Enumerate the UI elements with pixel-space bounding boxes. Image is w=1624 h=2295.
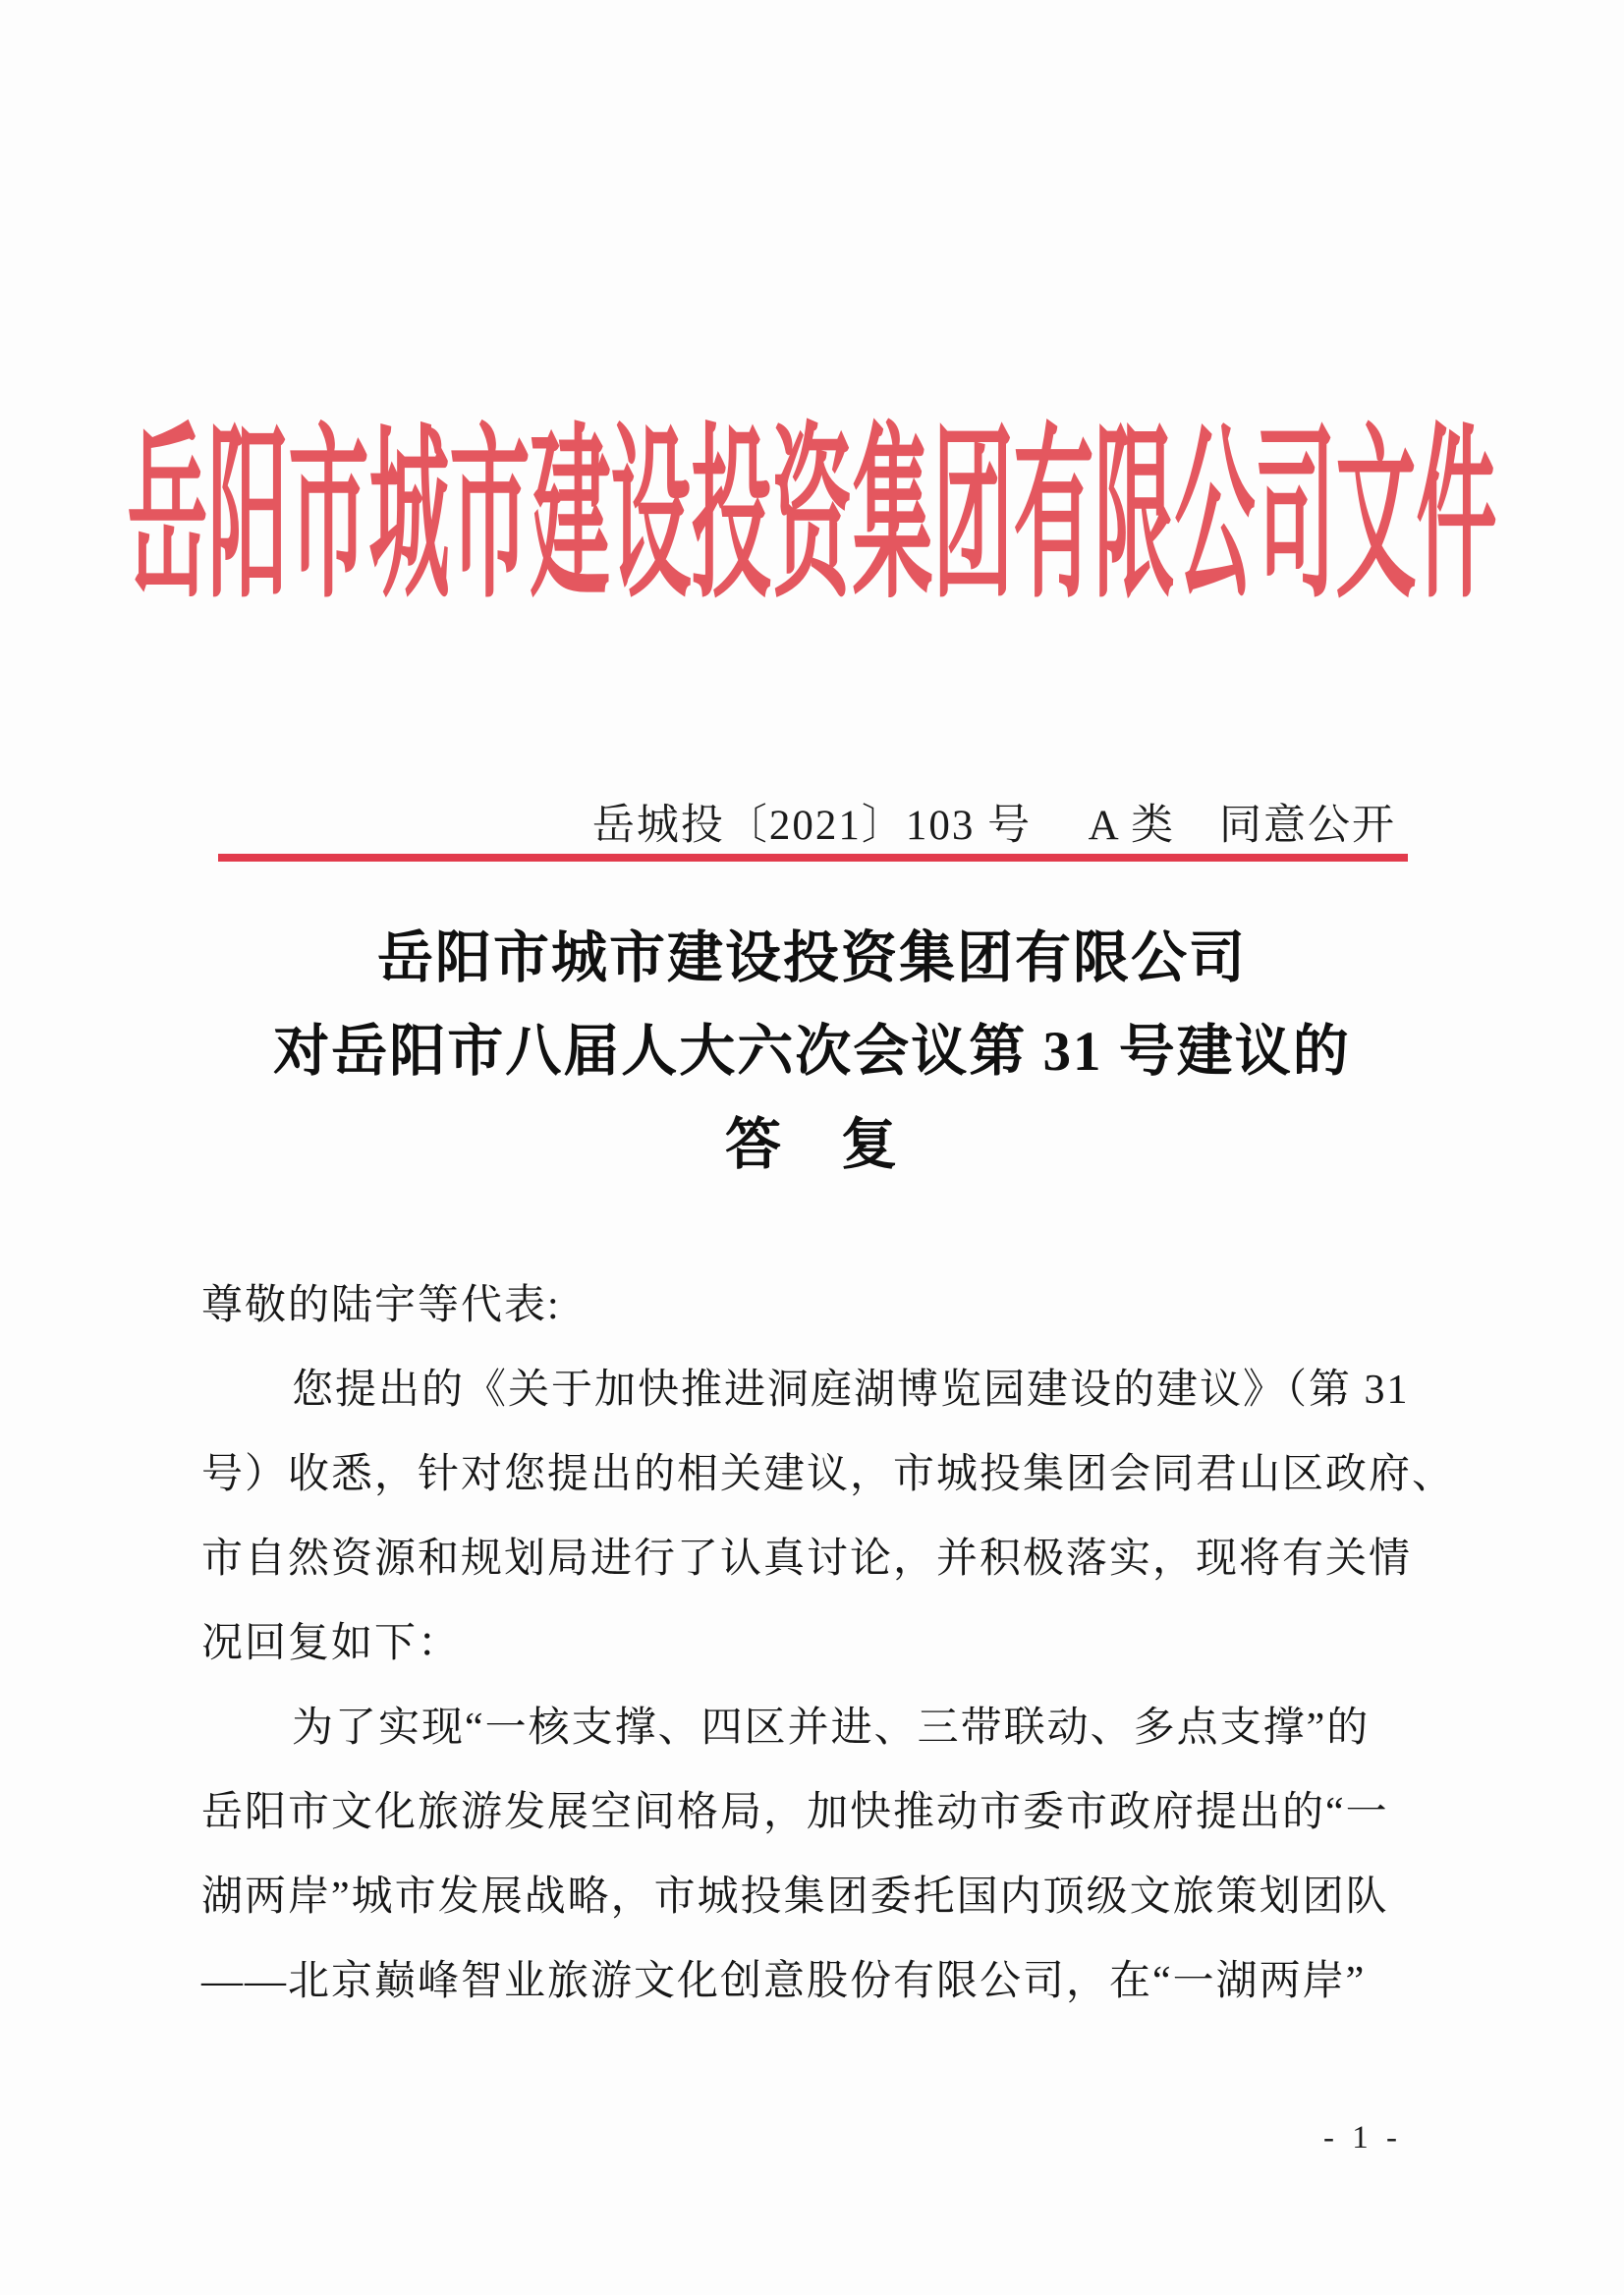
document-meta-row [0,792,1624,849]
document-title-line-2: 对岳阳市八届人大六次会议第 31 号建议的 [273,1021,1351,1083]
document-body [201,1263,1488,2024]
paragraph-1-line-4: 况回复如下： [201,1621,462,1666]
document-banner-title: 岳阳市城市建设投资集团有限公司文件 [127,413,1497,621]
paragraph-2-line-1: 为了实现“一核支撑、四区并进、三带联动、多点支撑”的 [292,1706,1371,1751]
red-divider-line [218,854,1408,862]
paragraph-1-line-2: 号）收悉，针对您提出的相关建议，市城投集团会同君山区政府、 [201,1452,1456,1497]
paragraph-1-line-3: 市自然资源和规划局进行了认真讨论，并积极落实，现将有关情 [201,1537,1413,1582]
document-number: 岳城投〔2021〕103 号 [591,803,1033,849]
document-title-line-1: 岳阳市城市建设投资集团有限公司 [377,927,1247,989]
classification-label: A 类 同意公开 [1088,803,1396,849]
salutation: 尊敬的陆宇等代表: [201,1283,561,1328]
document-title [0,912,1624,1192]
paragraph-2-line-3: 湖两岸”城市发展战略，市城投集团委托国内顶级文旅策划团队 [201,1875,1389,1920]
document-title-line-3: 答 复 [725,1114,899,1176]
paragraph-2-line-2: 岳阳市文化旅游发展空间格局，加快推动市委市政府提出的“一 [201,1790,1389,1835]
paragraph-1-line-1: 您提出的《关于加快推进洞庭湖博览园建设的建议》（第 31 [292,1368,1410,1413]
page-number: - 1 - [1323,2120,1402,2155]
paragraph-2-line-4: ——北京巅峰智业旅游文化创意股份有限公司，在“一湖两岸” [201,1959,1367,2004]
